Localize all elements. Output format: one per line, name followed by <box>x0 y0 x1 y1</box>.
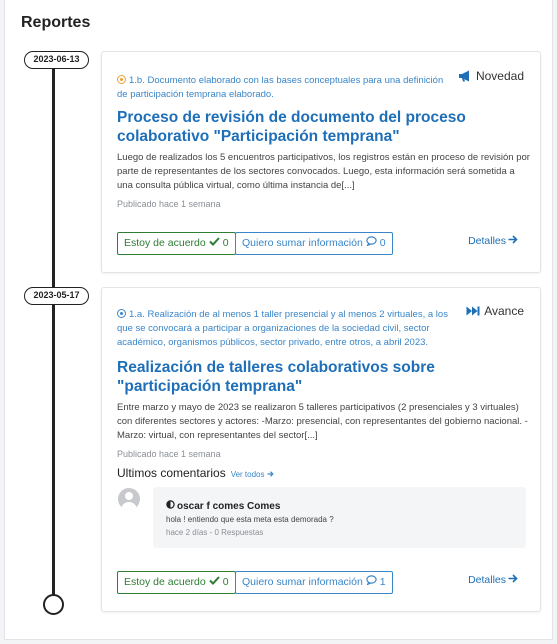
arrow-right-icon <box>508 574 518 586</box>
report-goal-text: 1.a. Realización de al menos 1 taller presencial y al menos 2 virtuales, a los que se convocará a participar a organizaciones de la sociedad civil, sector académico, organismos públicos, sector privado, entre otros, a abril 2023. <box>117 309 448 348</box>
report-date-badge: 2023-05-17 <box>24 287 89 305</box>
check-icon <box>209 572 220 593</box>
half-circle-icon <box>166 500 175 512</box>
agree-button-label: Estoy de acuerdo <box>124 576 206 588</box>
comments-title: Ultimos comentarios <box>117 466 226 480</box>
report-card <box>101 287 541 612</box>
add-info-button-label: Quiero sumar información <box>242 237 363 249</box>
comment-icon <box>366 572 377 593</box>
report-goal[interactable] <box>117 74 447 102</box>
comment-author[interactable] <box>166 500 280 512</box>
comment-meta[interactable]: hace 2 días - 0 Respuestas <box>166 528 264 537</box>
details-link-label: Detalles <box>468 574 506 586</box>
see-all-comments-link[interactable] <box>231 470 274 479</box>
report-card <box>101 51 541 273</box>
details-link-label: Detalles <box>468 235 506 247</box>
report-published: Publicado hace 1 semana <box>117 199 221 209</box>
details-link[interactable] <box>468 235 518 247</box>
agree-count: 0 <box>222 237 229 249</box>
timeline-end-marker <box>43 594 64 615</box>
report-type-label: Avance <box>484 304 524 318</box>
check-icon <box>209 233 220 254</box>
target-icon <box>117 309 126 318</box>
comments-header <box>117 466 274 480</box>
target-icon <box>117 75 126 84</box>
report-description: Entre marzo y mayo de 2023 se realizaron 5 talleres participativos (2 presenciales y 3 virtuales) con diferentes sectores y actores: -Marzo: presencial, con representantes del gobierno nacional. -Marzo: virtual, con representantes del sector[...] <box>117 402 528 441</box>
report-goal-text: 1.b. Documento elaborado con las bases conceptuales para una definición de participación temprana elaborado. <box>117 75 444 100</box>
report-type-label: Novedad <box>475 69 524 83</box>
info-count: 0 <box>379 237 386 249</box>
comment-icon <box>366 233 377 254</box>
see-all-label: Ver todos <box>230 470 265 479</box>
report-published: Publicado hace 1 semana <box>117 449 221 459</box>
report-type <box>458 69 524 83</box>
agree-button-label: Estoy de acuerdo <box>124 237 206 249</box>
report-date-badge: 2023-06-13 <box>24 51 89 69</box>
megaphone-icon <box>458 70 472 82</box>
agree-button[interactable] <box>117 571 236 594</box>
add-info-button-label: Quiero sumar información <box>242 576 363 588</box>
arrow-right-icon <box>508 235 518 247</box>
agree-button[interactable] <box>117 232 236 255</box>
comment-text: hola ! entiendo que esta meta esta demorada ? <box>166 515 334 524</box>
comment-card <box>153 487 526 548</box>
report-title[interactable]: Proceso de revisión de documento del proceso colaborativo "Participación temprana" <box>117 109 466 145</box>
arrow-right-icon <box>267 470 274 479</box>
report-title[interactable]: Realización de talleres colaborativos sobre "participación temprana" <box>117 359 435 395</box>
section-title: Reportes <box>21 14 91 31</box>
report-type <box>466 304 524 318</box>
agree-count: 0 <box>222 576 229 588</box>
reports-panel <box>4 0 553 640</box>
avatar <box>118 488 140 510</box>
add-info-button[interactable] <box>235 571 393 594</box>
report-goal[interactable] <box>117 308 462 350</box>
report-description: Luego de realizados los 5 encuentros participativos, los registros están en proceso de revisión por parte de representantes de los sectores convocados. Luego, esta información será sometida a una consulta pública virtual, como última instancia de[...] <box>117 152 530 191</box>
comment-author-name: oscar f comes Comes <box>177 500 281 512</box>
fast-forward-icon <box>466 306 480 316</box>
details-link[interactable] <box>468 574 518 586</box>
info-count: 1 <box>379 576 386 588</box>
add-info-button[interactable] <box>235 232 393 255</box>
timeline-line <box>52 66 55 602</box>
